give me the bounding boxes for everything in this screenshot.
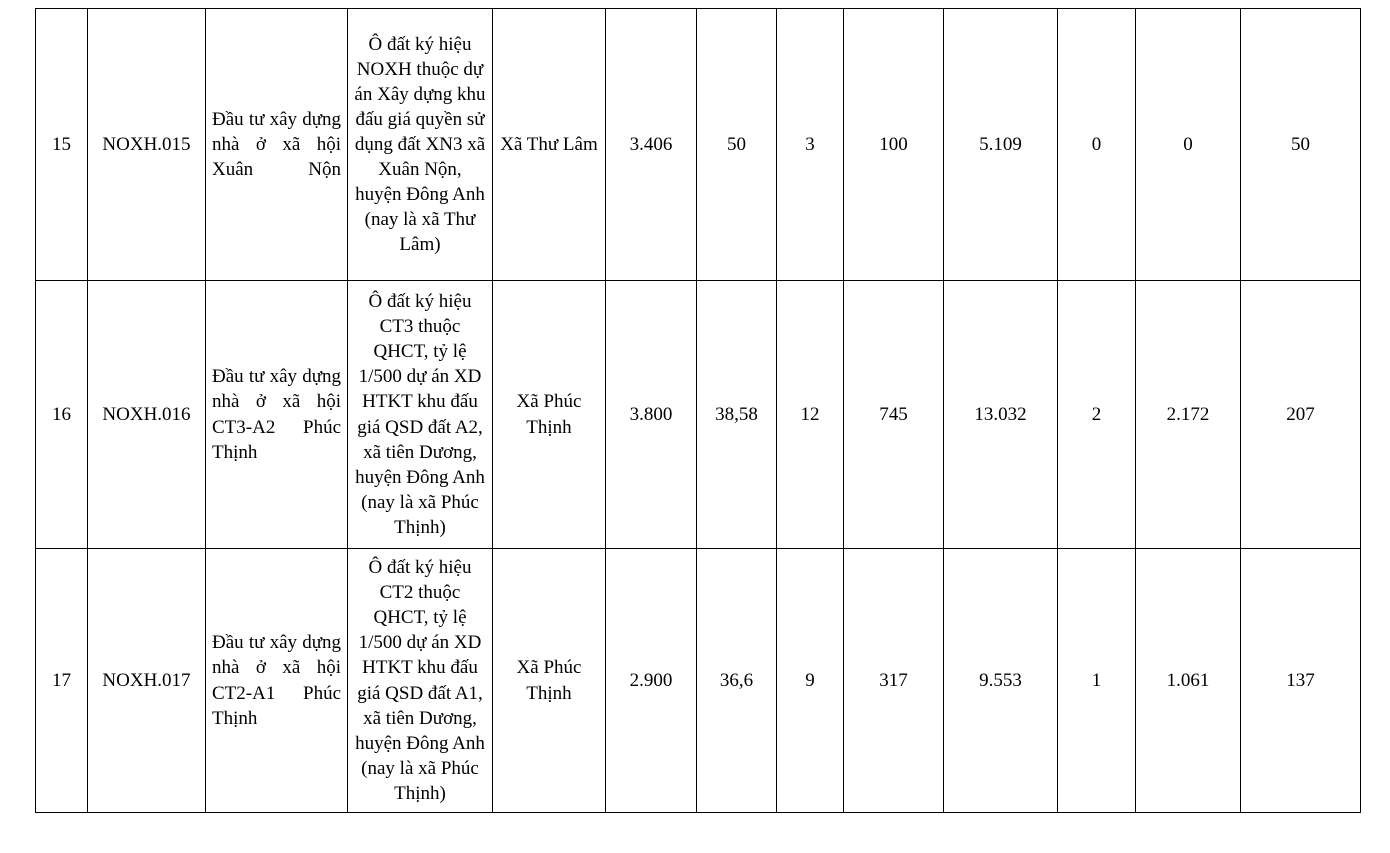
cell-stt: 15 [36,9,88,281]
cell-value2: 36,6 [697,549,777,813]
table-row [36,281,1361,549]
cell-ward: Xã Phúc Thịnh [493,281,606,549]
cell-project-code: NOXH.015 [88,9,206,281]
cell-value4: 317 [844,549,944,813]
cell-project-name: Đầu tư xây dựng nhà ở xã hội CT2-A1 Phúc Thịnh [206,549,348,813]
cell-project-name: Đầu tư xây dựng nhà ở xã hội Xuân Nộn [206,9,348,281]
cell-value5: 5.109 [944,9,1058,281]
cell-value7: 0 [1136,9,1241,281]
cell-value4: 100 [844,9,944,281]
cell-area: 3.406 [606,9,697,281]
cell-value3: 9 [777,549,844,813]
cell-ward: Xã Phúc Thịnh [493,549,606,813]
cell-value2: 38,58 [697,281,777,549]
cell-value7: 1.061 [1136,549,1241,813]
cell-stt: 17 [36,549,88,813]
cell-value5: 9.553 [944,549,1058,813]
cell-value2: 50 [697,9,777,281]
cell-value8: 137 [1241,549,1361,813]
cell-value5: 13.032 [944,281,1058,549]
cell-value8: 207 [1241,281,1361,549]
cell-value6: 0 [1058,9,1136,281]
cell-area: 2.900 [606,549,697,813]
cell-value3: 3 [777,9,844,281]
cell-project-name: Đầu tư xây dựng nhà ở xã hội CT3-A2 Phúc Thịnh [206,281,348,549]
cell-project-code: NOXH.017 [88,549,206,813]
cell-location-description: Ô đất ký hiệu NOXH thuộc dự án Xây dựng khu đấu giá quyền sử dụng đất XN3 xã Xuân Nộn, huyện Đông Anh (nay là xã Thư Lâm) [348,9,493,281]
projects-table [35,8,1361,813]
cell-value3: 12 [777,281,844,549]
cell-value7: 2.172 [1136,281,1241,549]
cell-value6: 1 [1058,549,1136,813]
table-row [36,9,1361,281]
cell-value6: 2 [1058,281,1136,549]
cell-area: 3.800 [606,281,697,549]
cell-value4: 745 [844,281,944,549]
table-row [36,549,1361,813]
cell-ward: Xã Thư Lâm [493,9,606,281]
cell-project-code: NOXH.016 [88,281,206,549]
cell-location-description: Ô đất ký hiệu CT3 thuộc QHCT, tỷ lệ 1/500 dự án XD HTKT khu đấu giá QSD đất A2, xã tiên Dương, huyện Đông Anh (nay là xã Phúc Thịnh) [348,281,493,549]
cell-stt: 16 [36,281,88,549]
cell-value8: 50 [1241,9,1361,281]
cell-location-description: Ô đất ký hiệu CT2 thuộc QHCT, tỷ lệ 1/500 dự án XD HTKT khu đấu giá QSD đất A1, xã tiên Dương, huyện Đông Anh (nay là xã Phúc Thịnh) [348,549,493,813]
